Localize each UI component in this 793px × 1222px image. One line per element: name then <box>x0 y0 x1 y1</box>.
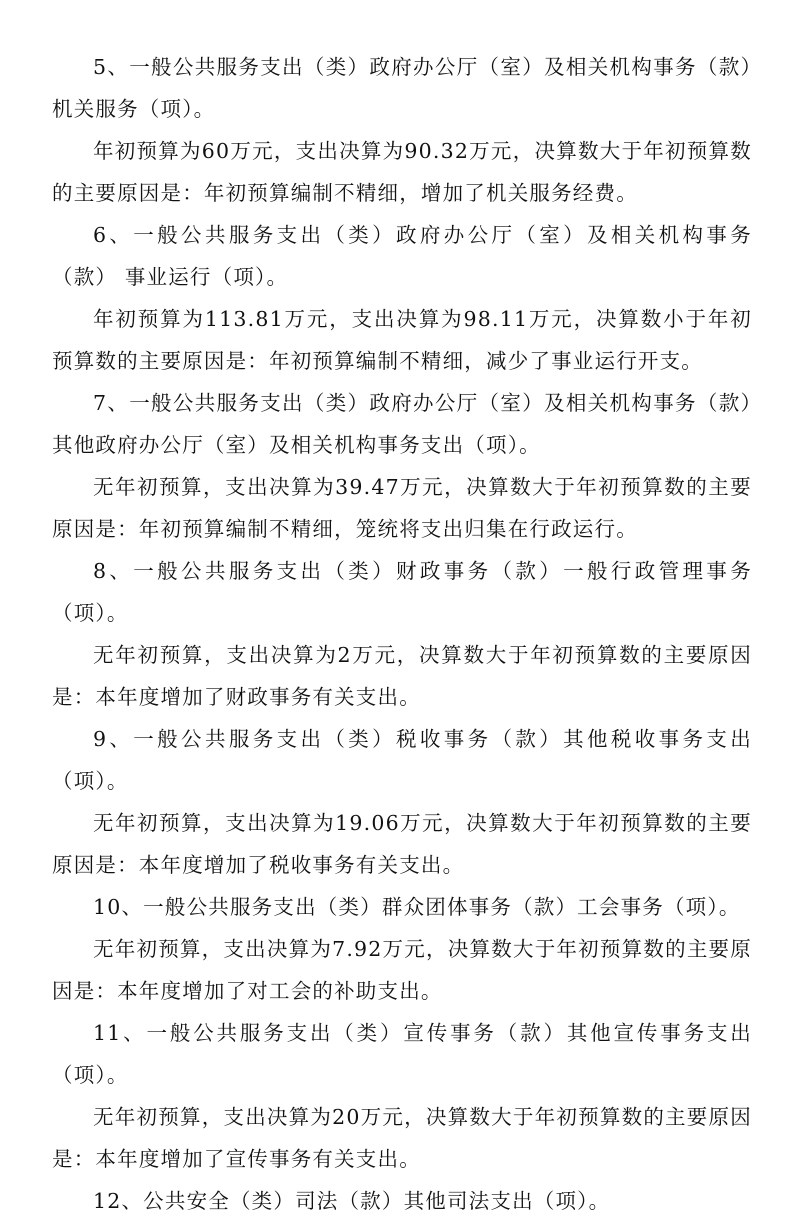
paragraph-item-7-detail: 无年初预算，支出决算为39.47万元，决算数大于年初预算数的主要原因是：年初预算编制不精细，笼统将支出归集在行政运行。 <box>52 475 752 541</box>
paragraph-item-12-heading: 12、公共安全（类）司法（款）其他司法支出（项）。 <box>93 1189 611 1213</box>
paragraph-item-7-heading: 7、一般公共服务支出（类）政府办公厅（室）及相关机构事务（款）其他政府办公厅（室）及相关机构事务支出（项）。 <box>52 391 752 457</box>
paragraph-item-8-heading: 8、一般公共服务支出（类）财政事务（款）一般行政管理事务（项）。 <box>52 559 752 625</box>
document-body <box>52 46 752 1222</box>
paragraph-item-5-detail: 年初预算为60万元，支出决算为90.32万元，决算数大于年初预算数的主要原因是：年初预算编制不精细，增加了机关服务经费。 <box>52 139 752 205</box>
paragraph-item-11-detail: 无年初预算，支出决算为20万元，决算数大于年初预算数的主要原因是：本年度增加了宣传事务有关支出。 <box>52 1105 752 1171</box>
paragraph-item-8-detail: 无年初预算，支出决算为2万元，决算数大于年初预算数的主要原因是：本年度增加了财政事务有关支出。 <box>52 643 752 709</box>
paragraph-item-6-detail: 年初预算为113.81万元，支出决算为98.11万元，决算数小于年初预算数的主要原因是：年初预算编制不精细，减少了事业运行开支。 <box>52 307 752 373</box>
paragraph-item-9-detail: 无年初预算，支出决算为19.06万元，决算数大于年初预算数的主要原因是：本年度增加了税收事务有关支出。 <box>52 811 752 877</box>
paragraph-item-10-heading: 10、一般公共服务支出（类）群众团体事务（款）工会事务（项）。 <box>93 895 741 919</box>
paragraph-item-9-heading: 9、一般公共服务支出（类）税收事务（款）其他税收事务支出（项）。 <box>52 727 752 793</box>
paragraph-item-5-heading: 5、一般公共服务支出（类）政府办公厅（室）及相关机构事务（款）机关服务（项）。 <box>52 55 752 121</box>
paragraph-item-6-heading: 6、一般公共服务支出（类）政府办公厅（室）及相关机构事务（款） 事业运行（项）。 <box>52 223 752 289</box>
paragraph-item-11-heading: 11、一般公共服务支出（类）宣传事务（款）其他宣传事务支出（项）。 <box>52 1021 752 1087</box>
paragraph-item-10-detail: 无年初预算，支出决算为7.92万元，决算数大于年初预算数的主要原因是：本年度增加了对工会的补助支出。 <box>52 937 752 1003</box>
